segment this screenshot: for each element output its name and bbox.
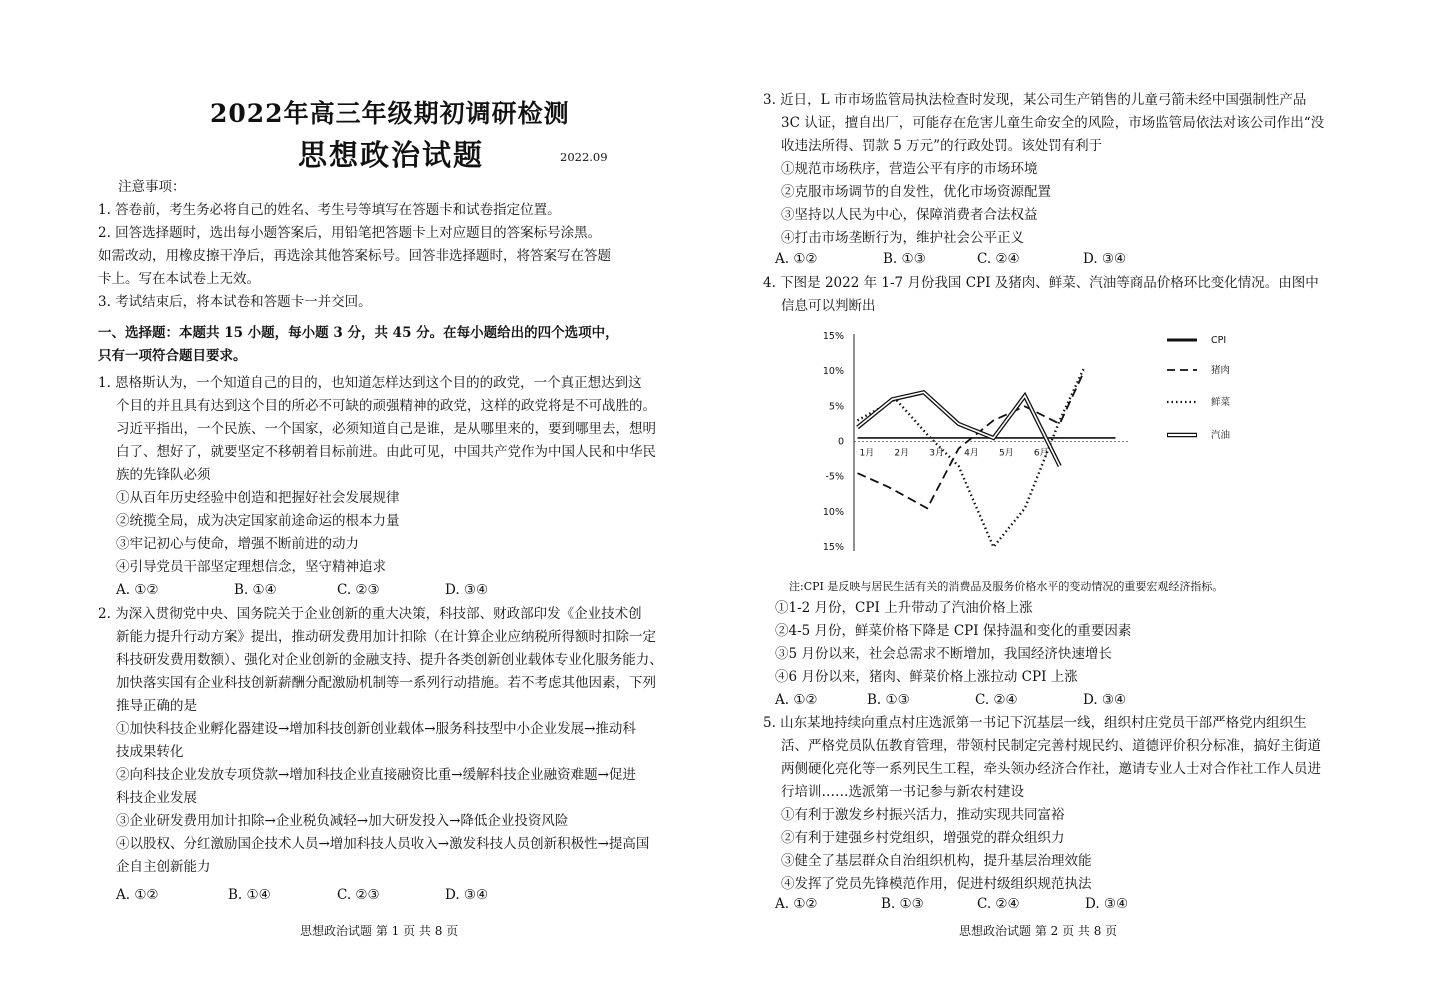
y-tick-label: 15% [822,331,844,342]
question-text: 推导正确的是 [116,698,197,714]
option-c: C. ②④ [977,896,1020,912]
statement-item: ④引导党员干部坚定理想信念，坚守精神追求 [116,559,386,575]
x-tick-label: 5月 [998,448,1014,459]
question-text: 收违法所得、罚款 5 万元”的行政处罚。该处罚有利于 [781,138,1103,154]
notice-list [98,199,611,314]
x-tick-label: 3月 [929,448,944,459]
notice-line: 如需改动，用橡皮擦干净后，再选涂其他答案标号。回答非选择题时，将答案写在答题 [98,248,611,264]
x-tick-label: 4月 [964,448,979,459]
question-text: 行培训……选派第一书记参与新农村建设 [781,784,1024,800]
question-text: 个目的并且具有达到这个目的所必不可缺的顽强精神的政党，这样的政党将是不可战胜的。 [116,398,656,414]
statement-item: ①规范市场秩序，营造公平有序的市场环境 [781,161,1038,177]
question-1 [98,372,656,579]
section-line: 只有一项符合题目要求。 [98,348,247,364]
statement-item: ②克服市场调节的自发性，优化市场资源配置 [781,184,1051,200]
option-b: B. ①③ [867,692,910,708]
question-text: 族的先锋队必须 [116,467,211,483]
chart-note: 注:CPI 是反映与居民生活有关的消费品及服务价格水平的变动情况的重要宏观经济指标。 [789,580,1224,593]
option-b: B. ①④ [228,887,271,903]
y-tick-label: 10% [822,366,844,378]
series-line-猪肉 [857,371,1084,508]
legend-label: 汽油 [1211,430,1231,441]
exam-date: 2022.09 [560,150,608,164]
statement-item: ①加快科技企业孵化器建设→增加科技创新创业载体→服务科技型中小企业发展→推动科 [116,721,636,737]
question-text: 5. 山东某地持续向重点村庄选派第一书记下沉基层一线，组织村庄党员干部严格党内组织生 [763,715,1307,731]
statement-item: ③健全了基层群众自治组织机构，提升基层治理效能 [781,853,1092,869]
exam-page-1 [0,0,718,1002]
statement-item: 企自主创新能力 [116,859,211,875]
page-footer: 思想政治试题 第 2 页 共 8 页 [959,924,1118,938]
page-footer: 思想政治试题 第 1 页 共 8 页 [300,924,459,938]
question-4 [763,272,1319,318]
option-d: D. ③④ [1083,251,1127,267]
question-2 [98,603,663,879]
option-d: D. ③④ [445,887,489,903]
exam-page-2 [719,0,1437,1002]
question-text: 信息可以判断出 [781,298,876,314]
x-tick-label: 6月 [1033,448,1049,459]
option-d: D. ③④ [1085,896,1129,912]
legend-label: CPI [1211,335,1227,346]
option-a: A. ①② [775,896,818,912]
statement-item: ①从百年历史经验中创造和把握好社会发展规律 [116,490,400,506]
exam-title: 2022年高三年级期初调研检测 [210,99,570,128]
notice-heading: 注意事项： [118,179,186,195]
y-tick-label: 5% [828,401,844,413]
legend-label: 猪肉 [1211,365,1231,376]
x-tick-label: 1月 [859,448,875,459]
question-text: 习近平指出，一个民族、一个国家，必须知道自己是谁，是从哪里来的，要到哪里去，想明 [116,421,656,437]
question-text: 两侧硬化亮化等一系列民生工程，牵头领办经济合作社，邀请专业人士对合作社工作人员进 [781,761,1321,777]
statement-item: 科技企业发展 [116,790,197,806]
statement-item: ②向科技企业发放专项贷款→增加科技企业直接融资比重→缓解科技企业融资难题→促进 [116,767,636,783]
statement-item: ①1-2 月份，CPI 上升带动了汽油价格上涨 [775,600,1033,616]
option-a: A. ①② [116,582,159,598]
statement-item: 技成果转化 [116,744,184,760]
statement-item: ①有利于激发乡村振兴活力，推动实现共同富裕 [781,807,1065,823]
series-line-汽油-inner [857,392,1059,466]
statement-item: ②统揽全局，成为决定国家前途命运的根本力量 [116,513,400,529]
statement-item: ③坚持以人民为中心，保障消费者合法权益 [781,207,1038,223]
y-tick-label: 15% [822,542,844,553]
question-text: 新能力提升行动方案》提出，推动研发费用加计扣除（在计算企业应纳税所得额时扣除一定 [116,629,656,645]
option-d: D. ③④ [445,582,489,598]
y-tick-label: 0 [837,436,844,448]
statement-item: ④发挥了党员先锋模范作用，促进村级组织规范执法 [781,876,1092,892]
statement-item: ④打击市场垄断行为，维护社会公平正义 [781,230,1024,246]
question-text: 加快落实国有企业科技创新薪酬分配激励机制等一系列行动措施。若不考虑其他因素，下列 [116,675,656,691]
exam-subject-title: 思想政治试题 [298,138,485,172]
question-text: 4. 下图是 2022 年 1-7 月份我国 CPI 及猪肉、鲜菜、汽油等商品价格环比变化情况。由图中 [763,275,1319,291]
question-text: 2. 为深入贯彻党中央、国务院关于企业创新的重大决策，科技部、财政部印发《企业技术创 [98,606,642,622]
option-b: B. ①③ [883,251,926,267]
y-tick-label: -5% [825,471,844,483]
option-c: C. ②③ [337,887,380,903]
option-b: B. ①④ [234,582,277,598]
question-5 [763,712,1321,896]
y-tick-label: 10% [822,506,844,518]
option-c: C. ②④ [975,692,1018,708]
option-c: C. ②③ [337,582,380,598]
legend-label: 鲜菜 [1211,397,1231,408]
statement-item: ③5 月份以来，社会总需求不断增加，我国经济快速增长 [775,646,1112,662]
statement-item: ②有利于建强乡村党组织，增强党的群众组织力 [781,830,1065,846]
statement-item: ③企业研发费用加计扣除→企业税负减轻→加大研发投入→降低企业投资风险 [116,813,569,829]
option-a: A. ①② [775,692,818,708]
statement-item: ③牢记初心与使命，增强不断前进的动力 [116,536,359,552]
question-text: 活、严格党员队伍教育管理，带领村民制定完善村规民约、道德评价积分标准，搞好主街道 [781,738,1321,754]
option-b: B. ①③ [881,896,924,912]
price-change-chart [789,322,1349,570]
question-text: 3. 近日，L 市市场监管局执法检查时发现，某公司生产销售的儿童弓箭未经中国强制性产品 [763,92,1307,108]
statement-item: ④以股权、分红激励国企技术人员→增加科技人员收入→激发科技人员创新积极性→提高国 [116,836,650,852]
option-d: D. ③④ [1083,692,1127,708]
question-3 [763,89,1324,250]
question-text: 1. 恩格斯认为，一个知道自己的目的，也知道怎样达到这个目的的政党，一个真正想达到这 [98,375,642,391]
statement-item: ②4-5 月份，鲜菜价格下降是 CPI 保持温和变化的重要因素 [775,623,1132,639]
notice-line: 2. 回答选择题时，选出每小题答案后，用铅笔把答题卡上对应题目的答案标号涂黑。 [98,225,602,241]
option-a: A. ①② [116,887,159,903]
section-line: 一、选择题：本题共 15 小题，每小题 3 分，共 45 分。在每小题给出的四个选项中， [98,325,619,341]
question-text: 白了、想好了，就要坚定不移朝着目标前进。由此可见，中国共产党作为中国人民和中华民 [116,444,656,460]
question-text: 3C 认证，擅自出厂，可能存在危害儿童生命安全的风险，市场监管局依法对该公司作出“没 [781,115,1325,131]
option-c: C. ②④ [977,251,1020,267]
question-text: 科技研发费用数额）、强化对企业创新的金融支持、提升各类创新创业载体专业化服务能力、 [116,652,663,668]
notice-line: 1. 答卷前，考生务必将自己的姓名、考生号等填写在答题卡和试卷指定位置。 [98,202,561,218]
notice-line: 卡上。写在本试卷上无效。 [98,271,260,287]
section-heading [98,322,619,368]
option-a: A. ①② [775,251,818,267]
x-tick-label: 2月 [894,448,910,459]
notice-line: 3. 考试结束后，将本试卷和答题卡一并交回。 [98,294,372,310]
question-4-statements [775,597,1131,689]
statement-item: ④6 月份以来，猪肉、鲜菜价格上涨拉动 CPI 上涨 [775,669,1078,685]
